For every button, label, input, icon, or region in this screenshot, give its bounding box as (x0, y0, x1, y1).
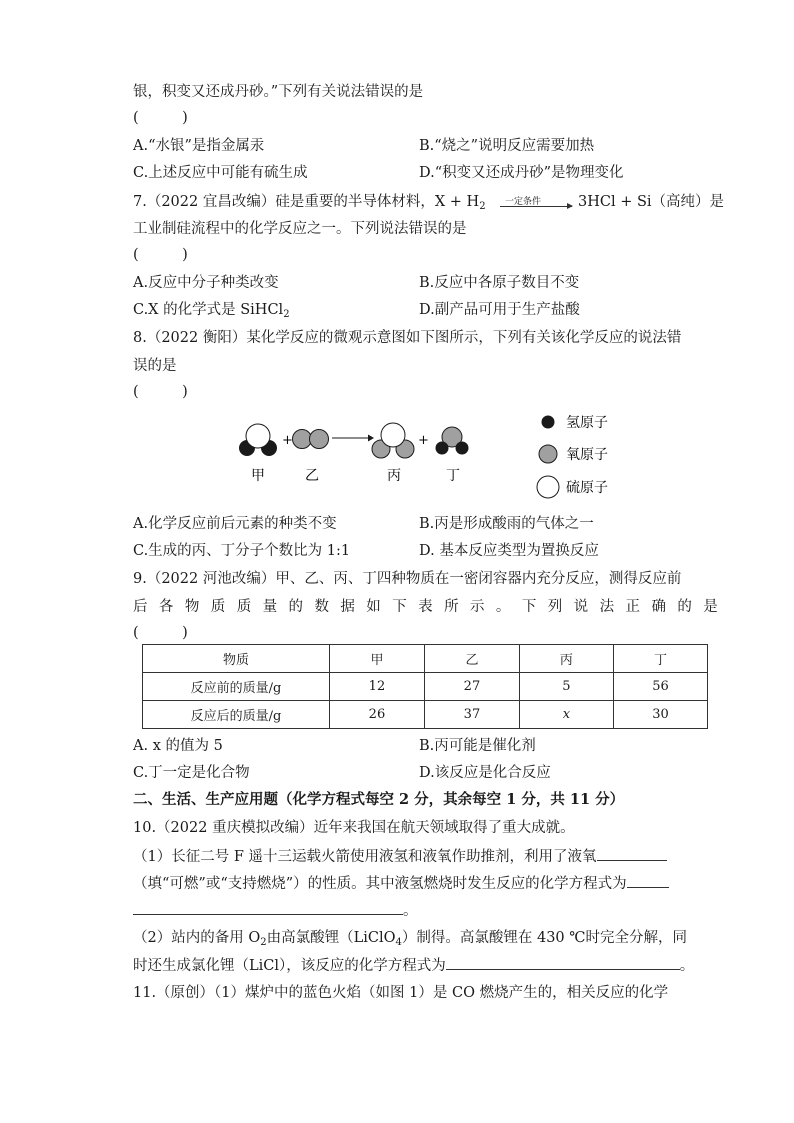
q7-option-a: A.反应中分子种类改变 (133, 275, 279, 291)
table-cell: 37 (424, 701, 519, 729)
q10-part1-line2 (133, 873, 669, 894)
q9-stem-char: 据 (340, 599, 355, 615)
q10-liclo4-subscript: 4 (395, 937, 402, 948)
hydrogen-atom (436, 442, 449, 455)
q6-stem-tail: 银，积变又还成丹砂。”下列有关说法错误的是 (133, 84, 424, 100)
table-header-cell: 丁 (613, 645, 707, 673)
answer-blank[interactable] (627, 873, 669, 888)
q6-option-b: B.“烧之”说明反应需要加热 (419, 138, 595, 154)
q9-stem-char: 质 (236, 599, 252, 615)
q7-stem-part-b: 3HCl + Si（高纯）是 (578, 194, 725, 210)
table-header-cell: 乙 (424, 645, 519, 673)
q9-stem-char: 列 (547, 599, 563, 615)
table-cell: x (519, 701, 613, 729)
plus-sign-1: + (282, 433, 293, 448)
q10-part2-line2 (133, 955, 694, 976)
oxygen-atom (293, 430, 312, 449)
q9-mass-table (142, 644, 708, 729)
q9-stem-char: 所 (444, 599, 459, 615)
q8-option-c: C.生成的丙、丁分子个数比为 1:1 (133, 543, 351, 559)
q10-stem: 10.（2022 重庆模拟改编）近年来我国在航天领域取得了重大成就。 (133, 820, 575, 836)
label-yi: 乙 (305, 468, 319, 484)
q10-part2-line1 (133, 928, 687, 953)
legend-oxygen-label: 氧原子 (566, 447, 608, 463)
table-cell: 56 (613, 673, 707, 701)
q8-stem-line1: 8.（2022 衡阳）某化学反应的微观示意图如下图所示，下列有关该化学反应的说法错 (133, 330, 682, 346)
q9-stem-char: 表 (418, 599, 433, 615)
q10-part1-line1 (133, 846, 667, 867)
table-cell: 反应后的质量/g (143, 701, 330, 729)
q7-answer-paren: ( ) (133, 247, 188, 263)
table-header-cell: 丙 (519, 645, 613, 673)
q9-option-a: A. x 的值为 5 (133, 738, 223, 754)
q7-option-d: D.副产品可用于生产盐酸 (419, 302, 580, 318)
q9-stem-char: 数 (314, 599, 329, 615)
legend-oxygen-icon (539, 445, 557, 463)
q6-option-d: D.“积变又还成丹砂”是物理变化 (419, 165, 624, 181)
q9-stem-char: 物 (184, 599, 200, 615)
q9-option-c: C.丁一定是化合物 (133, 765, 250, 781)
q7-option-b: B.反应中各原子数目不变 (419, 275, 580, 291)
molecule-ding (436, 427, 469, 455)
table-header-cell: 甲 (329, 645, 424, 673)
legend-sulfur-icon (537, 476, 559, 498)
q6-answer-paren: ( ) (133, 110, 188, 126)
plus-sign-2: + (418, 433, 429, 448)
q9-stem-char: 。 (495, 599, 511, 615)
q7-reaction-condition: 一定条件 (505, 197, 542, 207)
q8-option-d: D. 基本反应类型为置换反应 (419, 543, 599, 559)
q7-stem-line2: 工业制硅流程中的化学反应之一。下列说法错误的是 (133, 221, 467, 237)
molecule-yi (293, 430, 329, 449)
q9-stem-char: 的 (677, 599, 692, 615)
answer-blank[interactable] (133, 900, 403, 915)
legend-hydrogen-icon (542, 416, 555, 429)
q9-stem-char: 各 (158, 599, 174, 615)
q9-stem-char: 的 (288, 599, 304, 615)
q10-part1-line3 (133, 900, 418, 921)
table-row (143, 673, 708, 701)
q8-option-a: A.化学反应前后元素的种类不变 (133, 516, 337, 532)
q9-stem-char: 如 (366, 599, 381, 615)
q9-stem-char: 量 (262, 599, 278, 615)
q9-stem-line1: 9.（2022 河池改编）甲、乙、丙、丁四种物质在一密闭容器内充分反应，测得反应前 (133, 571, 682, 587)
table-cell: 5 (519, 673, 613, 701)
q10-part1-text2: （填“可燃”或“支持燃烧”）的性质。其中液氢燃烧时发生反应的化学方程式为 (133, 876, 627, 892)
q10-part2-end: 。 (679, 958, 695, 974)
answer-blank[interactable] (446, 955, 680, 970)
molecule-jia (240, 424, 277, 456)
q9-option-d: D.该反应是化合反应 (419, 765, 551, 781)
q7-stem (133, 192, 486, 217)
q10-part2-post: ）制得。高氯酸锂在 430 ℃时完全分解，同 (401, 930, 687, 946)
q6-option-c: C.上述反应中可能有硫生成 (133, 165, 308, 181)
hydrogen-atom (456, 442, 469, 455)
label-jia: 甲 (251, 468, 265, 484)
table-cell: 12 (329, 673, 424, 701)
table-cell: 27 (424, 673, 519, 701)
q7-h2-subscript: 2 (479, 201, 486, 212)
q8-option-b: B.丙是形成酸雨的气体之一 (419, 516, 594, 532)
q7-reaction-arrow (500, 206, 572, 207)
q9-stem-char: 法 (599, 599, 615, 615)
sulfur-atom (246, 424, 270, 448)
q7-stem-part-a: 7.（2022 宜昌改编）硅是重要的半导体材料，X + H (133, 194, 480, 210)
label-ding: 丁 (446, 468, 460, 484)
q9-stem-char: 下 (392, 599, 407, 615)
q10-part1-end: 。 (403, 903, 418, 919)
answer-blank[interactable] (597, 846, 667, 861)
reaction-arrow-head (368, 435, 374, 442)
q9-option-b: B.丙可能是催化剂 (419, 738, 536, 754)
table-header-row (143, 645, 708, 673)
q11-stem-line1: 11.（原创）（1）煤炉中的蓝色火焰（如图 1）是 CO 燃烧产生的，相关反应的化学 (133, 985, 669, 1001)
table-header-cell: 物质 (143, 645, 330, 673)
legend-sulfur-label: 硫原子 (566, 480, 608, 496)
q8-micro-diagram (225, 412, 625, 504)
sulfur-atom (381, 423, 405, 447)
q9-stem-line2 (133, 597, 718, 617)
q9-stem-char: 示 (469, 599, 485, 615)
q9-stem-char: 确 (651, 599, 666, 615)
oxygen-atom (310, 430, 329, 449)
q9-stem-char: 质 (210, 599, 226, 615)
section2-title: 二、生活、生产应用题（化学方程式每空 2 分，其余每空 1 分，共 11 分） (133, 791, 625, 808)
q6-option-a: A.“水银”是指金属汞 (133, 138, 265, 154)
q10-part2-pre: （2）站内的备用 O (133, 930, 261, 946)
q7-option-c-subscript: 2 (283, 309, 290, 320)
q9-stem-char: 下 (521, 599, 537, 615)
legend-hydrogen-label: 氢原子 (566, 415, 608, 431)
q7-option-c-text: C.X 的化学式是 SiHCl (133, 302, 284, 318)
q8-answer-paren: ( ) (133, 384, 188, 400)
q9-answer-paren: ( ) (133, 625, 188, 641)
q7-option-c (133, 300, 290, 325)
q9-stem-char: 是 (703, 599, 718, 615)
q9-stem-char: 后 (133, 599, 148, 615)
table-row (143, 701, 708, 729)
q9-stem-char: 正 (625, 599, 641, 615)
q8-stem-line2: 误的是 (133, 358, 177, 374)
label-bing: 丙 (387, 468, 401, 484)
q9-stem-char: 说 (573, 599, 589, 615)
table-cell: 30 (613, 701, 707, 729)
table-cell: 反应前的质量/g (143, 673, 330, 701)
molecule-bing (372, 423, 414, 458)
q10-part1-text: （1）长征二号 F 遥十三运载火箭使用液氢和液氧作助推剂，利用了液氧 (133, 849, 597, 865)
q10-part2-mid: 由高氯酸锂（LiClO (266, 930, 396, 946)
q10-o2-subscript: 2 (260, 937, 267, 948)
q10-part2-text2: 时还生成氯化锂（LiCl），该反应的化学方程式为 (133, 958, 446, 974)
table-cell: 26 (329, 701, 424, 729)
